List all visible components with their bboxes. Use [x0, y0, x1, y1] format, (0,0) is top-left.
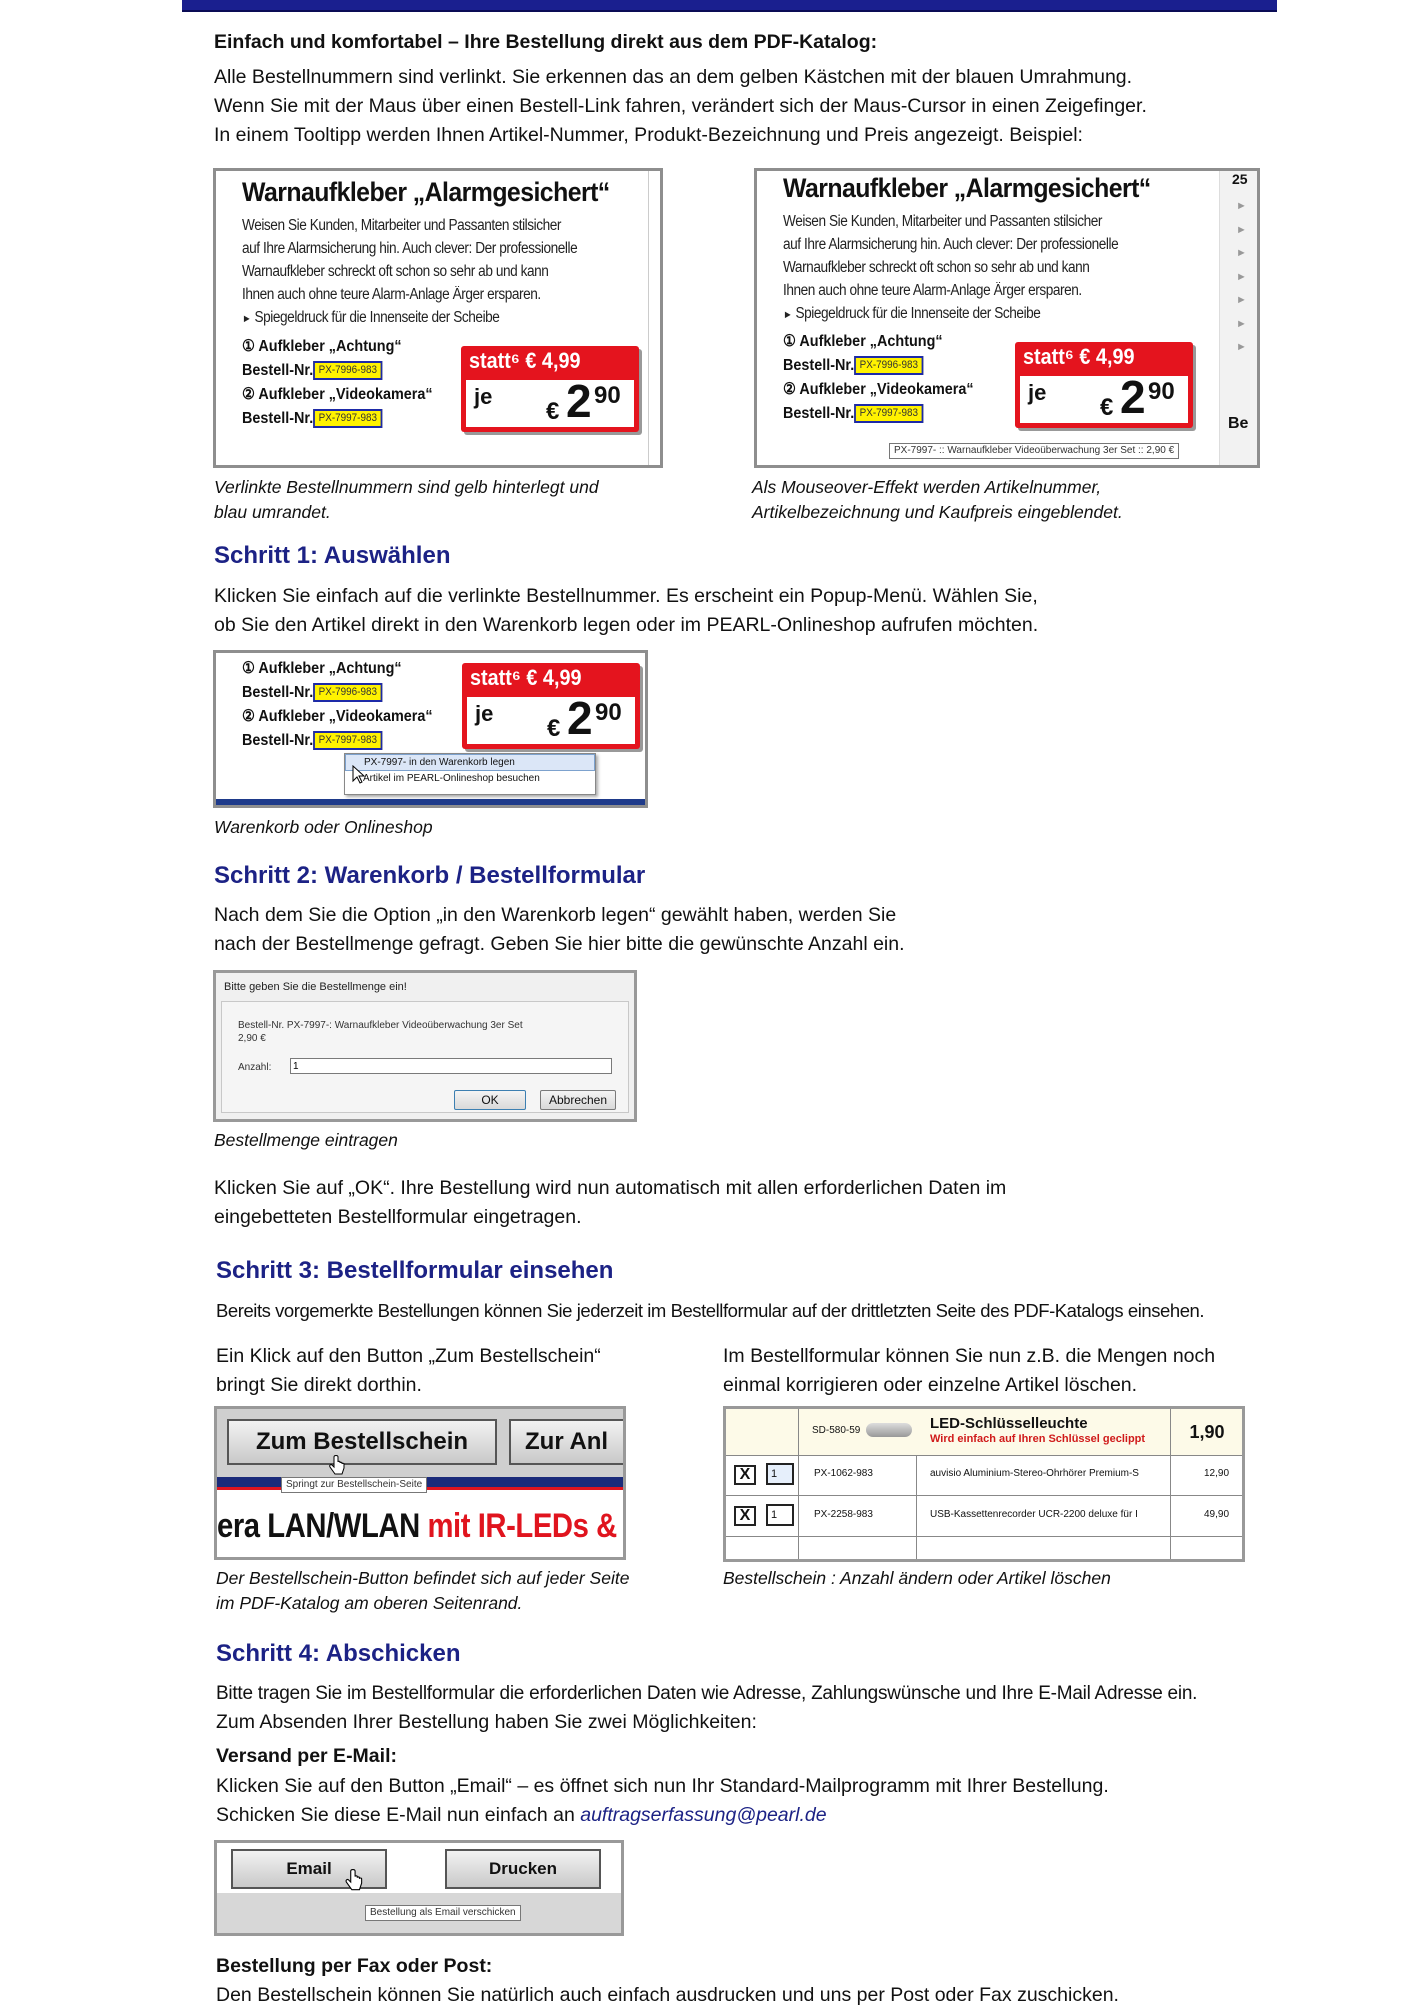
mouseover-tooltip: PX-7997- :: Warnaufkleber Videoüberwachung 3er Set :: 2,90 €	[889, 443, 1179, 459]
product-desc: Weisen Sie Kunden, Mitarbeiter und Passanten stilsicher	[783, 213, 1103, 230]
row-price: 49,90	[1204, 1509, 1230, 1520]
order-line: Bestell-Nr. PX-7997-983	[783, 402, 923, 426]
bestellschein-button[interactable]: Zum Bestellschein	[227, 1419, 497, 1465]
fax-heading: Bestellung per Fax oder Post:	[216, 1955, 493, 1977]
quantity-input[interactable]	[290, 1058, 612, 1074]
old-price: statt⁶ € 4,99	[1023, 344, 1135, 369]
price-main: 2	[566, 375, 590, 427]
hand-cursor-icon	[329, 1455, 345, 1477]
screenshot-popup-menu	[213, 650, 648, 808]
price-badge	[1015, 342, 1193, 428]
item-label: ① Aufkleber „Achtung“	[242, 660, 402, 677]
step2-text: Nach dem Sie die Option „in den Warenkorb legen“ gewählt haben, werden Sie	[214, 904, 897, 926]
order-form	[726, 1409, 1242, 1559]
intro-line: In einem Tooltipp werden Ihnen Artikel-Nummer, Produkt-Bezeichnung und Preis angezeigt. Beispiel:	[214, 124, 1083, 146]
order-line: Bestell-Nr. PX-7996-983	[242, 681, 382, 705]
dialog-item: Bestell-Nr. PX-7997-: Warnaufkleber Videoüberwachung 3er Set	[238, 1020, 523, 1031]
step3-right: Im Bestellformular können Sie nun z.B. die Mengen noch	[723, 1345, 1216, 1367]
product-title: Warnaufkleber „Alarmgesichert“	[783, 173, 1151, 203]
screenshot-mouseover	[754, 168, 1260, 468]
caption: Der Bestellschein-Button befindet sich auf jeder Seite im PDF-Katalog am oberen Seitenrand.	[216, 1568, 630, 1613]
popup-menu	[344, 753, 596, 795]
caption: Als Mouseover-Effekt werden Artikelnummer, Artikelbezeichnung und Kaufpreis eingeblendet.	[752, 477, 1123, 522]
step2-after: eingebetteten Bestellformular eingetragen.	[214, 1206, 582, 1228]
screenshot-linked-numbers	[213, 168, 663, 468]
row-desc: USB-Kassettenrecorder UCR-2200 deluxe für I	[930, 1509, 1138, 1520]
fax-text: Den Bestellschein können Sie natürlich auch einfach ausdrucken und uns per Post oder Fax zuschicken.	[216, 1984, 1119, 2006]
order-link[interactable]: PX-7996-983	[313, 361, 382, 380]
bullet-arrow-icon: ►	[783, 309, 793, 321]
product-desc: Warnaufkleber schreckt oft schon so sehr ab und kann	[242, 263, 549, 280]
arrow-icon: ►	[1236, 200, 1247, 212]
price-cents: 90	[594, 382, 621, 409]
email-button[interactable]: Email	[231, 1849, 387, 1889]
side-arrows	[1236, 195, 1247, 360]
step3-text: Bereits vorgemerkte Bestellungen können Sie jederzeit im Bestellformular auf der drittletzten Seite des PDF-Katalogs einsehen.	[216, 1300, 1205, 1321]
euro-sign: €	[1100, 394, 1114, 421]
price-je: je	[1028, 380, 1047, 405]
arrow-icon: ►	[1236, 270, 1247, 283]
row-sku: PX-1062-983	[814, 1468, 873, 1479]
arrow-icon: ►	[1236, 341, 1247, 353]
order-line: Bestell-Nr. PX-7997-983	[242, 729, 382, 753]
price-je: je	[474, 384, 493, 409]
row-desc: auvisio Aluminium-Stereo-Ohrhörer Premium-S	[930, 1468, 1139, 1479]
screenshot-email-buttons	[214, 1840, 624, 1936]
quantity-field[interactable]: 1	[766, 1504, 794, 1526]
step4-text: Bitte tragen Sie im Bestellformular die erforderlichen Daten wie Adresse, Zahlungswünsche und Ihre E-Mail Adresse ein.	[216, 1683, 1198, 1704]
product-desc: Warnaufkleber schreckt oft schon so sehr ab und kann	[783, 259, 1090, 276]
dialog-title: Bitte geben Sie die Bestellmenge ein!	[224, 981, 407, 993]
arrow-icon: ►	[1236, 247, 1247, 259]
product-desc: Ihnen auch ohne teure Alarm-Anlage Ärger ersparen.	[783, 282, 1082, 299]
dialog-label: Anzahl:	[238, 1062, 272, 1073]
email-address-link[interactable]: auftragserfassung@pearl.de	[580, 1804, 827, 1826]
intro-line: Wenn Sie mit der Maus über einen Bestell-Link fahren, verändert sich der Maus-Cursor in einen Zeigefinger.	[214, 95, 1147, 117]
euro-sign: €	[547, 715, 561, 742]
intro-line: Alle Bestellnummern sind verlinkt. Sie erkennen das an dem gelben Kästchen mit der blauen Umrahmung.	[214, 66, 1133, 88]
row-sku: PX-2258-983	[814, 1509, 873, 1520]
quantity-field[interactable]: 1	[766, 1463, 794, 1485]
intro-title: Einfach und komfortabel – Ihre Bestellung direkt aus dem PDF-Katalog:	[214, 31, 878, 53]
arrow-icon: ►	[1236, 317, 1247, 330]
product-bullet: ► Spiegeldruck für die Innenseite der Scheibe	[242, 309, 500, 326]
order-link[interactable]: PX-7997-983	[313, 409, 382, 428]
item-label: ① Aufkleber „Achtung“	[242, 338, 402, 355]
button-tooltip: Springt zur Bestellschein-Seite	[281, 1477, 427, 1493]
price-je: je	[475, 701, 494, 726]
product-desc: Ihnen auch ohne teure Alarm-Anlage Ärger ersparen.	[242, 286, 541, 303]
step2-text: nach der Bestellmenge gefragt. Geben Sie hier bitte die gewünschte Anzahl ein.	[214, 933, 905, 955]
caption: Bestellschein : Anzahl ändern oder Artikel löschen	[723, 1568, 1111, 1588]
table-row	[726, 1496, 1242, 1537]
product-desc: auf Ihre Alarmsicherung hin. Auch clever: Der professionelle	[783, 236, 1119, 253]
caption: Bestellmenge eintragen	[214, 1130, 398, 1150]
email-heading: Versand per E-Mail:	[216, 1745, 397, 1767]
price-badge	[461, 346, 639, 432]
order-line: Bestell-Nr. PX-7996-983	[242, 359, 382, 383]
email-tooltip: Bestellung als Email verschicken	[365, 1905, 521, 1921]
email-text: Klicken Sie auf den Button „Email“ – es öffnet sich nun Ihr Standard-Mailprogramm mit Ihrer Bestellung.	[216, 1775, 1109, 1797]
side-panel	[1219, 171, 1258, 465]
quantity-dialog	[213, 970, 637, 1122]
dialog-price: 2,90 €	[238, 1033, 266, 1044]
old-price: statt⁶ € 4,99	[470, 665, 582, 690]
row-price: 12,90	[1204, 1468, 1230, 1479]
product-desc: Weisen Sie Kunden, Mitarbeiter und Passanten stilsicher	[242, 217, 562, 234]
form-product-price: 1,90	[1170, 1409, 1243, 1455]
step1-text: Klicken Sie einfach auf die verlinkte Bestellnummer. Es erscheint ein Popup-Menü. Wählen Sie,	[214, 585, 1038, 607]
table-row	[726, 1455, 1242, 1496]
bullet-arrow-icon: ►	[242, 313, 252, 325]
order-line: Bestell-Nr. PX-7996-983	[783, 354, 923, 378]
order-link[interactable]: PX-7996-983	[313, 683, 382, 702]
hand-cursor-icon	[345, 1869, 363, 1893]
order-line: Bestell-Nr. PX-7997-983	[242, 407, 382, 431]
step1-heading: Schritt 1: Auswählen	[214, 542, 451, 569]
step1-text: ob Sie den Artikel direkt in den Warenkorb legen oder im PEARL-Onlineshop aufrufen möchten.	[214, 614, 1039, 636]
form-product-sub: Wird einfach auf Ihren Schlüssel geclippt	[930, 1433, 1146, 1445]
email-text: Schicken Sie diese E-Mail nun einfach an auftragserfassung@pearl.de	[216, 1804, 827, 1826]
caption: Warenkorb oder Onlineshop	[214, 817, 433, 837]
form-product-title: LED-Schlüsselleuchte	[930, 1415, 1088, 1432]
menu-item-visit-shop[interactable]: Artikel im PEARL-Onlineshop besuchen	[363, 773, 540, 784]
page-number: 25	[1232, 171, 1248, 187]
cursor-arrow-icon	[352, 765, 366, 785]
order-link[interactable]: PX-7997-983	[313, 731, 382, 750]
arrow-icon: ►	[1236, 223, 1247, 236]
step2-after: Klicken Sie auf „OK“. Ihre Bestellung wird nun automatisch mit allen erforderlichen Daten im	[214, 1177, 1007, 1199]
product-bullet: ► Spiegeldruck für die Innenseite der Scheibe	[783, 305, 1041, 322]
price-main: 2	[567, 692, 591, 744]
cancel-button[interactable]: Abbrechen	[540, 1090, 616, 1110]
form-product-row	[726, 1409, 1242, 1456]
caption: Verlinkte Bestellnummern sind gelb hinterlegt und blau umrandet.	[214, 477, 599, 522]
step4-text: Zum Absenden Ihrer Bestellung haben Sie zwei Möglichkeiten:	[216, 1711, 757, 1733]
step2-heading: Schritt 2: Warenkorb / Bestellformular	[214, 862, 646, 889]
item-label: ② Aufkleber „Videokamera“	[783, 381, 974, 398]
arrow-icon: ►	[1236, 294, 1247, 306]
screenshot-order-form	[723, 1406, 1245, 1562]
form-product-sku: SD-580-59	[812, 1425, 861, 1436]
keylight-icon	[866, 1423, 912, 1437]
price-badge	[462, 663, 640, 749]
zur-button[interactable]: Zur Anl	[509, 1419, 626, 1465]
price-cents: 90	[595, 699, 622, 726]
form-rows	[726, 1455, 1242, 1537]
product-title: Warnaufkleber „Alarmgesichert“	[242, 177, 610, 207]
catalog-banner: era LAN/WLAN mit IR-LEDs &	[217, 1507, 617, 1545]
item-label: ① Aufkleber „Achtung“	[783, 333, 943, 350]
step3-left: Ein Klick auf den Button „Zum Bestellschein“	[216, 1345, 601, 1367]
product-desc: auf Ihre Alarmsicherung hin. Auch clever: Der professionelle	[242, 240, 578, 257]
step4-heading: Schritt 4: Abschicken	[216, 1640, 461, 1667]
bottom-bar	[216, 799, 645, 805]
dialog-body	[221, 1001, 629, 1113]
delete-checkbox[interactable]: X	[734, 1506, 756, 1526]
ok-button[interactable]: OK	[454, 1090, 526, 1110]
item-label: ② Aufkleber „Videokamera“	[242, 386, 433, 403]
euro-sign: €	[546, 398, 560, 425]
menu-item-add-to-cart[interactable]: PX-7997- in den Warenkorb legen	[345, 754, 595, 771]
step3-heading: Schritt 3: Bestellformular einsehen	[216, 1257, 614, 1284]
price-main: 2	[1120, 371, 1144, 423]
top-banner-bar	[182, 0, 1277, 12]
print-button[interactable]: Drucken	[445, 1849, 601, 1889]
delete-checkbox[interactable]: X	[734, 1465, 756, 1485]
order-link[interactable]: PX-7996-983	[854, 356, 923, 375]
price-cents: 90	[1148, 378, 1175, 405]
side-text: Be	[1228, 415, 1249, 432]
step3-right: einmal korrigieren oder einzelne Artikel löschen.	[723, 1374, 1138, 1396]
item-label: ② Aufkleber „Videokamera“	[242, 708, 433, 725]
order-link-hovered[interactable]: PX-7997-983	[854, 404, 923, 423]
screenshot-bestellschein-button	[214, 1406, 626, 1560]
old-price: statt⁶ € 4,99	[469, 348, 581, 373]
step3-left: bringt Sie direkt dorthin.	[216, 1374, 422, 1396]
